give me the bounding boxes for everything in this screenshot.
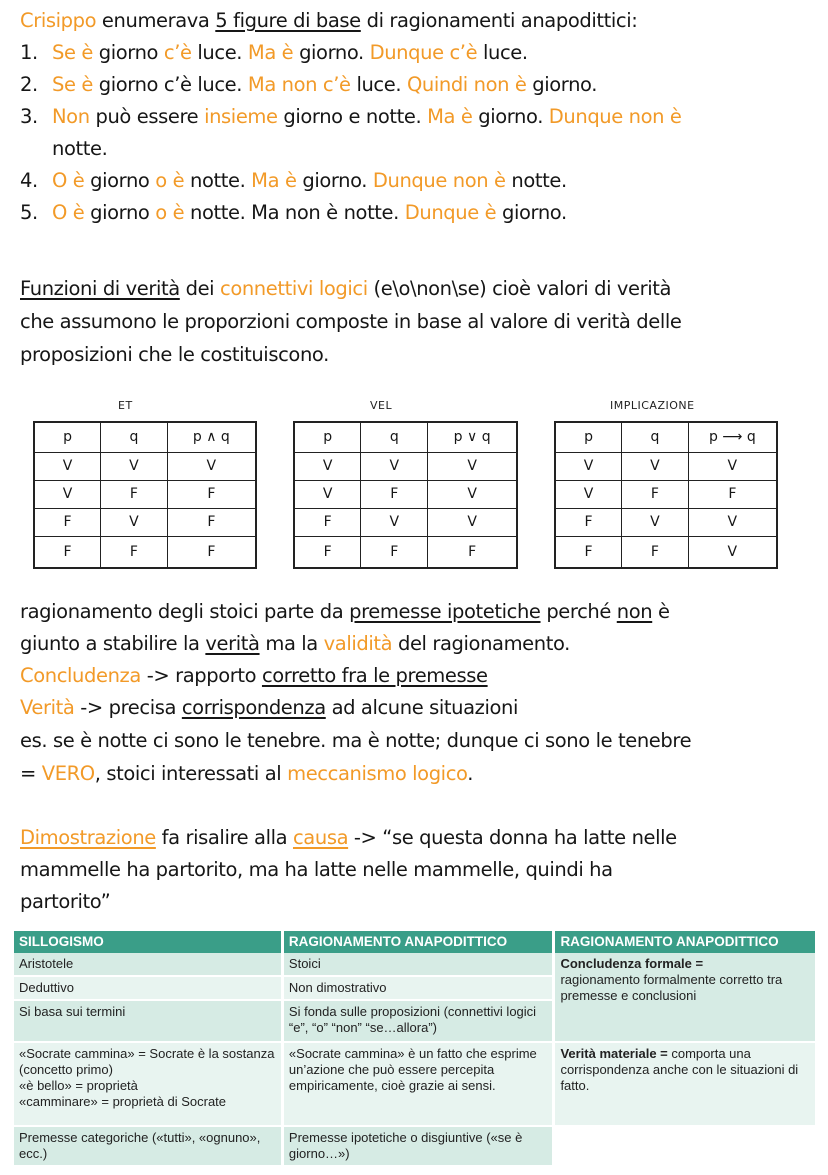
truth-cell: V [361,508,428,536]
verita-line [20,692,518,724]
truth-table-row [555,536,777,568]
funzioni-text-b: (e\o\non\se) cioè valori di verità [367,277,672,300]
empty-cell [554,1126,815,1166]
connective-highlight: Se è [52,41,93,64]
connective-highlight: Ma è [427,105,473,128]
connective-highlight: insieme [204,105,278,128]
figure-fragment: luce. [350,73,407,96]
truth-cell: V [361,452,428,480]
figure-number: 3. [20,105,38,128]
verita-highlight: Verità [20,696,75,719]
truth-table-implicazione [554,421,778,569]
causa-highlight: causa [292,826,349,849]
dot: . [467,762,474,785]
truth-table-header [34,422,256,452]
figure-fragment: giorno. [296,169,373,192]
figure-fragment: notte. [184,169,252,192]
figure-text [52,165,567,197]
truth-cell: V [428,508,517,536]
figure-fragment: giorno. [472,105,549,128]
non-underlined: non [616,600,653,623]
truth-cell: V [294,480,361,508]
truth-cell: p [555,422,622,452]
truth-cell: V [101,452,168,480]
stoici-line-2 [20,628,570,660]
truth-cell: F [688,480,777,508]
truth-cell: V [622,452,689,480]
connective-highlight: o è [155,201,185,224]
truth-table-row [555,508,777,536]
cell-r1-c1: Aristotele [14,953,282,976]
esempio-line: es. se è notte ci sono le tenebre. ma è notte; dunque ci sono le tenebre [20,729,692,752]
truth-cell: V [34,480,101,508]
truth-cell: F [428,536,517,568]
vero-text: , stoici interessati al [94,762,288,785]
figure-fragment: giorno [84,169,156,192]
cell-r5-c2: Premesse ipotetiche o disgiuntive («se è giorno…») [282,1126,554,1166]
truth-cell: V [428,452,517,480]
figure-text [52,101,682,133]
truth-table-row [294,480,517,508]
connective-highlight: O è [52,169,85,192]
truth-cell: p ∧ q [167,422,256,452]
header-anapodittico: RAGIONAMENTO ANAPODITTICO [282,931,554,953]
truth-cell: F [167,508,256,536]
connective-highlight: Dunque è [404,201,497,224]
figure-number: 4. [20,169,38,192]
figure-number: 2. [20,73,38,96]
figure-text [52,69,597,101]
figure-fragment: luce. [477,41,528,64]
figure-fragment: giorno. [293,41,370,64]
connective-highlight: Ma è [251,169,297,192]
funzioni-title: Funzioni di verità [20,277,180,300]
truth-table-header [294,422,517,452]
connective-highlight: c’è [163,41,192,64]
figure-text-continuation: notte. [52,137,108,160]
truth-cell: V [167,452,256,480]
connective-highlight: o è [155,169,185,192]
truth-cell: F [294,508,361,536]
truth-cell: F [167,536,256,568]
concludenza-formale-text: ragionamento formalmente corretto tra premesse e conclusioni [560,972,783,1003]
concludenza-text: -> rapporto [140,664,262,687]
concludenza-formale-label: Concludenza formale = [560,956,704,971]
connective-highlight: O è [52,201,85,224]
truth-cell: p ⟶ q [688,422,777,452]
figure-fragment: giorno. [526,73,598,96]
crisippo-highlight: Crisippo [20,9,97,32]
stoici-line-1 [20,596,670,628]
truth-table-row [34,480,256,508]
side-cell-concludenza [554,953,815,1042]
truth-table-et [33,421,257,569]
truth-table-row [294,508,517,536]
truth-cell: V [428,480,517,508]
truth-table-row [294,536,517,568]
truth-cell: F [34,508,101,536]
stoici-text: è [652,600,670,623]
figure-text [52,37,528,69]
cell-r3-c1: Si basa sui termini [14,1000,282,1042]
dimostrazione-text-b: -> “se questa donna ha latte nelle [348,826,677,849]
truth-cell: F [622,536,689,568]
funzioni-line-1 [20,273,671,305]
figure-number: 5. [20,201,38,224]
cell-r2-c2: Non dimostrativo [282,976,554,1000]
figure-fragment: giorno [84,201,156,224]
meccanismo-highlight: meccanismo logico [287,762,468,785]
truth-cell: F [361,536,428,568]
validita-highlight: validità [323,632,393,655]
truth-table-row [294,452,517,480]
truth-cell: F [101,536,168,568]
connective-highlight: Dunque c’è [369,41,478,64]
truth-cell: p ∨ q [428,422,517,452]
stoici-text: perché [540,600,617,623]
figure-fragment: giorno [92,41,164,64]
header-anapodittico-2: RAGIONAMENTO ANAPODITTICO [554,931,815,953]
comparison-table [14,931,816,1167]
stoici-text: del ragionamento. [392,632,570,655]
figure-fragment: notte. Ma non è notte. [184,201,405,224]
dimostrazione-line-2: mammelle ha partorito, ma ha latte nelle mammelle, quindi ha [20,858,613,881]
truth-cell: F [167,480,256,508]
verita-text-end: ad alcune situazioni [325,696,518,719]
connective-highlight: Non [52,105,90,128]
dimostrazione-title: Dimostrazione [20,826,156,849]
truth-cell: p [34,422,101,452]
table-title-vel: VEL [370,399,393,412]
corrispondenza-underlined: corrispondenza [181,696,326,719]
truth-cell: q [101,422,168,452]
truth-cell: F [361,480,428,508]
truth-cell: V [688,536,777,568]
dimostrazione-line-3: partorito” [20,890,111,913]
figure-fragment: giorno c’è luce. [92,73,248,96]
verita-materiale-label: Verità materiale = [560,1046,668,1061]
funzioni-line-2: che assumono le proporzioni composte in base al valore di verità delle [20,310,682,333]
figure-number: 1. [20,41,38,64]
truth-cell: V [555,480,622,508]
truth-table-row [34,536,256,568]
cell-r4-c1: «Socrate cammina» = Socrate è la sostanza (concetto primo) «è bello» = proprietà «camminare» = proprietà di Socrate [14,1042,282,1126]
verita-underlined: verità [205,632,260,655]
vero-line [20,758,473,790]
connective-highlight: Quindi non è [406,73,527,96]
intro-line [20,5,637,37]
figure-fragment: giorno e notte. [277,105,428,128]
truth-cell: F [294,536,361,568]
figure-fragment: notte. [505,169,567,192]
truth-cell: V [622,508,689,536]
connective-highlight: Se è [52,73,93,96]
truth-table-row [34,452,256,480]
stoici-text: giunto a stabilire la [20,632,206,655]
table-title-implicazione: IMPLICAZIONE [610,399,695,412]
stoici-text: ragionamento degli stoici parte da [20,600,350,623]
cell-r1-c2: Stoici [282,953,554,976]
dimostrazione-text: fa risalire alla [155,826,293,849]
truth-table-vel [293,421,518,569]
concludenza-line [20,660,488,692]
connettivi-highlight: connettivi logici [220,277,368,300]
verita-text: -> precisa [74,696,182,719]
dimostrazione-line-1 [20,822,677,854]
truth-cell: V [555,452,622,480]
table-title-et: ET [118,399,133,412]
truth-table-header [555,422,777,452]
connective-highlight: Ma è [247,41,294,64]
equals: = [20,762,42,785]
truth-cell: V [34,452,101,480]
intro-text-end: di ragionamenti anapodittici: [360,9,638,32]
funzioni-text-a: dei [179,277,220,300]
connective-highlight: Ma non c’è [247,73,351,96]
connective-highlight: Dunque non è [372,169,506,192]
side-cell-verita [554,1042,815,1126]
truth-cell: V [101,508,168,536]
truth-cell: F [34,536,101,568]
cell-r2-c1: Deduttivo [14,976,282,1000]
intro-text: enumerava [96,9,216,32]
truth-cell: q [361,422,428,452]
truth-cell: F [101,480,168,508]
stoici-text: ma la [259,632,324,655]
truth-cell: V [688,452,777,480]
connective-highlight: Dunque non è [548,105,682,128]
truth-cell: q [622,422,689,452]
truth-cell: V [688,508,777,536]
cell-r3-c2: Si fonda sulle proposizioni (connettivi logici “e”, “o” “non” “se…allora”) [282,1000,554,1042]
header-sillogismo: SILLOGISMO [14,931,282,953]
concludenza-underlined: corretto fra le premesse [261,664,488,687]
truth-cell: F [555,508,622,536]
vero-highlight: VERO [41,762,95,785]
funzioni-line-3: proposizioni che le costituiscono. [20,343,329,366]
truth-table-row [555,480,777,508]
figure-fragment: può essere [89,105,205,128]
truth-cell: p [294,422,361,452]
truth-cell: V [294,452,361,480]
figure-di-base: 5 figure di base [215,9,361,32]
verita-materiale-text: comporta una corrispondenza anche con le situazioni di fatto. [560,1046,799,1093]
concludenza-highlight: Concludenza [20,664,141,687]
truth-table-row [555,452,777,480]
cell-r5-c1: Premesse categoriche («tutti», «ognuno», ecc.) [14,1126,282,1166]
truth-table-row [34,508,256,536]
figure-fragment: luce. [191,41,248,64]
cell-r4-c2: «Socrate cammina» è un fatto che esprime un’azione che può essere percepita empiricamente, cioè grazie ai sensi. [282,1042,554,1126]
figure-fragment: giorno. [496,201,567,224]
premesse-ipotetiche: premesse ipotetiche [349,600,541,623]
truth-cell: F [555,536,622,568]
figure-text [52,197,567,229]
truth-cell: F [622,480,689,508]
